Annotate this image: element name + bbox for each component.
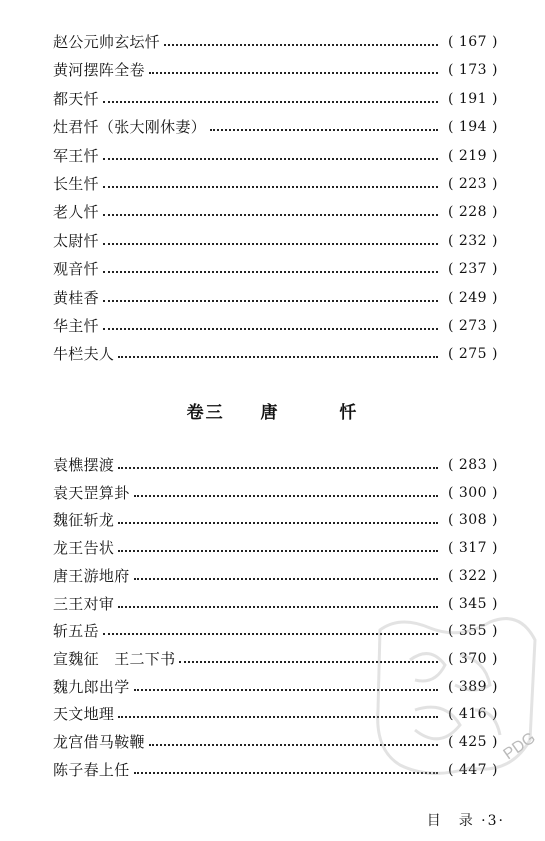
toc-entry-page: ( 194 ) (447, 119, 498, 136)
toc-entry-page: ( 237 ) (447, 261, 498, 278)
toc-entry-title: 天文地理 (53, 705, 115, 724)
section-volume: 卷三 (186, 403, 225, 423)
toc-entry-title: 魏九郎出学 (53, 677, 130, 696)
toc-entry (53, 758, 498, 782)
dot-leader (134, 578, 438, 580)
dot-leader (103, 271, 438, 273)
section-name-1: 唐 (260, 403, 280, 423)
toc-entry-title: 赵公元帅玄坛忏 (53, 33, 161, 51)
toc-entry-title: 牛栏夫人 (53, 345, 115, 364)
section-name-2: 忏 (339, 403, 359, 423)
dot-leader (103, 300, 438, 302)
toc-entry (53, 200, 498, 224)
dot-leader (103, 328, 438, 330)
toc-entry (53, 675, 498, 699)
toc-entry (53, 453, 498, 477)
toc-entry (53, 702, 498, 726)
toc-entry (53, 87, 498, 111)
toc-entry (53, 229, 498, 253)
section-heading (0, 398, 545, 426)
page-footer: 目 录 ·3· (426, 813, 505, 829)
dot-leader (164, 44, 438, 46)
toc-entry-page: ( 223 ) (447, 176, 498, 192)
toc-entry-page: ( 317 ) (447, 540, 498, 557)
toc-entry-title: 老人忏 (53, 203, 99, 222)
toc-entry (53, 172, 498, 196)
toc-entry-page: ( 228 ) (447, 204, 498, 221)
toc-entry-page: ( 283 ) (447, 457, 498, 473)
toc-entry-page: ( 355 ) (447, 623, 498, 640)
toc-entry (53, 619, 498, 643)
toc-entry-page: ( 308 ) (447, 512, 498, 529)
toc-entry-page: ( 232 ) (447, 232, 498, 249)
toc-entry-page: ( 167 ) (447, 34, 498, 50)
toc-entry (53, 58, 498, 82)
toc-entry-title: 龙王告状 (53, 539, 115, 558)
toc-entry-page: ( 249 ) (447, 289, 498, 306)
dot-leader (118, 716, 438, 718)
toc-entry-title: 太尉忏 (53, 231, 99, 250)
toc-entry (53, 564, 498, 588)
toc-entry (53, 314, 498, 338)
dot-leader (118, 522, 438, 524)
toc-entry-title: 长生忏 (53, 175, 99, 193)
dot-leader (103, 186, 438, 188)
toc-entry (53, 144, 498, 168)
toc-entry-page: ( 300 ) (447, 484, 498, 501)
toc-entry-page: ( 345 ) (447, 595, 498, 612)
toc-entry-page: ( 370 ) (447, 650, 498, 667)
dot-leader (134, 495, 438, 497)
toc-entry (53, 647, 498, 671)
toc-entry-title: 袁天罡算卦 (53, 483, 130, 502)
toc-entry-title: 观音忏 (53, 260, 99, 279)
dot-leader (134, 689, 438, 691)
toc-entry (53, 592, 498, 616)
toc-entry-page: ( 191 ) (447, 90, 498, 107)
dot-leader (103, 158, 438, 160)
toc-entry (53, 730, 498, 754)
toc-entry (53, 257, 498, 281)
toc-entry-title: 袁樵摆渡 (53, 456, 115, 474)
dot-leader (103, 633, 438, 635)
dot-leader (103, 214, 438, 216)
dot-leader (118, 467, 438, 469)
toc-entry-title: 龙宫借马鞍鞭 (53, 733, 145, 751)
toc-entry (53, 481, 498, 505)
toc-entry-page: ( 389 ) (447, 678, 498, 695)
toc-entry-page: ( 447 ) (447, 761, 498, 778)
toc-entry-title: 黄桂香 (53, 288, 99, 307)
toc-entry-title: 军王忏 (53, 146, 99, 165)
toc-entry (53, 536, 498, 560)
toc-entry-page: ( 173 ) (447, 62, 498, 79)
toc-entry-page: ( 219 ) (447, 147, 498, 164)
dot-leader (149, 744, 438, 746)
dot-leader (118, 550, 438, 552)
toc-entry (53, 342, 498, 366)
toc-entry-title: 魏征斩龙 (53, 511, 115, 530)
toc-entry (53, 286, 498, 310)
toc-entry-title: 灶君忏（张大刚休妻） (53, 118, 207, 137)
toc-entry (53, 30, 498, 54)
dot-leader (103, 243, 438, 245)
toc-entry (53, 508, 498, 532)
toc-entry-title: 华主忏 (53, 317, 99, 335)
toc-entry-title: 三王对审 (53, 594, 115, 613)
dot-leader (118, 606, 438, 608)
toc-entry-title: 斩五岳 (53, 622, 99, 641)
toc-entry-title: 唐王游地府 (53, 566, 130, 585)
toc-entry-title: 黄河摆阵全卷 (53, 61, 145, 80)
toc-entry-page: ( 275 ) (447, 346, 498, 363)
toc-entry-page: ( 425 ) (447, 734, 498, 750)
toc-entry-page: ( 416 ) (447, 706, 498, 723)
toc-entry-page: ( 322 ) (447, 567, 498, 584)
toc-entry-page: ( 273 ) (447, 318, 498, 334)
dot-leader (210, 129, 438, 131)
dot-leader (149, 72, 438, 74)
toc-entry-title: 都天忏 (53, 89, 99, 108)
toc-entry-title: 宣魏征 王二下书 (53, 649, 176, 668)
toc-entry-title: 陈子春上任 (53, 760, 130, 779)
watermark-text: PDG (500, 729, 539, 764)
dot-leader (118, 356, 438, 358)
dot-leader (134, 772, 438, 774)
dot-leader (179, 661, 438, 663)
dot-leader (103, 101, 438, 103)
toc-entry (53, 115, 498, 139)
